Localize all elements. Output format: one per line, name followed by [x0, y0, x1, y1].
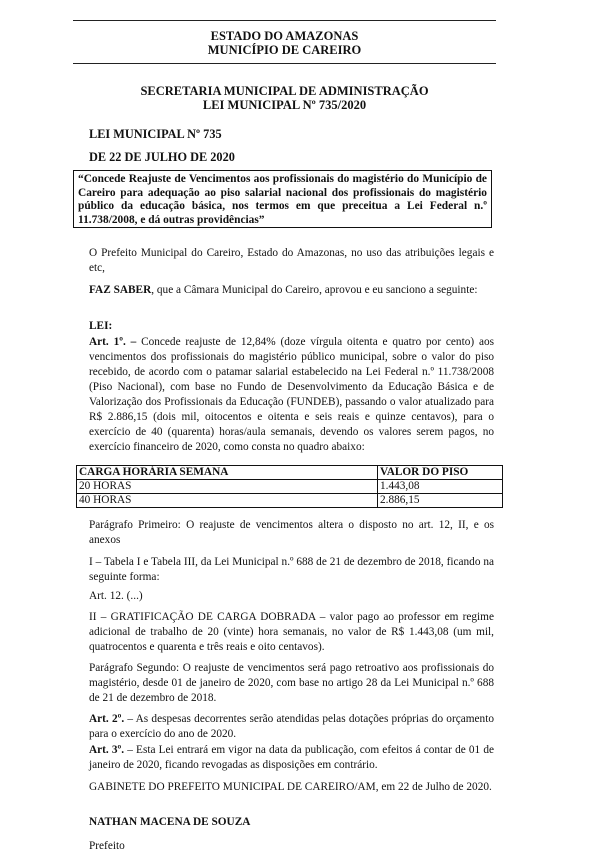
signatory-role: Prefeito — [89, 840, 125, 852]
law-date: DE 22 DE JULHO DE 2020 — [89, 150, 235, 164]
law-reference-title: LEI MUNICIPAL Nº 735/2020 — [202, 98, 367, 112]
paragraph-second: Parágrafo Segundo: O reajuste de vencimentos será pago retroativo aos profissionais do magistério, desde 01 de janeiro de 2020, com base no artigo 28 da Lei Municipal n.º 688 de 21 de dezembro de 2018. — [89, 662, 494, 704]
salary-floor-table — [76, 465, 503, 508]
faz-saber-label: FAZ SABER — [89, 284, 152, 296]
article-1 — [89, 335, 494, 455]
article-2-label: Art. 2º. — [89, 713, 125, 725]
article-3-label: Art. 3º. — [89, 744, 125, 756]
law-summary-box: “Concede Reajuste de Vencimentos aos profissionais do magistério do Município de Careiro para adequação ao piso salarial nacional dos profissionais do magistério público da educação básica, nos termos em que preceitua a Lei Federal n.º 11.738/2008, e dá outras providências” — [73, 170, 492, 228]
article-3 — [89, 743, 494, 773]
table-row — [77, 480, 503, 494]
paragraph-first: Parágrafo Primeiro: O reajuste de vencimentos altera o disposto no art. 12, II, e os anexos — [89, 519, 494, 546]
table-cell: 40 HORAS — [77, 494, 378, 508]
enactment-paragraph — [89, 283, 494, 298]
secretariat-title: SECRETARIA MUNICIPAL DE ADMINISTRAÇÃO — [140, 84, 429, 98]
table-header-workload: CARGA HORÁRIA SEMANA — [77, 466, 378, 480]
municipality-title: MUNICÍPIO DE CAREIRO — [207, 43, 362, 57]
header-top-rule — [73, 20, 496, 21]
enactment-text: , que a Câmara Municipal do Careiro, aprovou e eu sanciono a seguinte: — [151, 284, 478, 296]
article-2 — [89, 712, 494, 742]
intro-paragraph: O Prefeito Municipal do Careiro, Estado do Amazonas, no uso das atribuições legais e etc, — [89, 247, 494, 274]
table-header-row — [77, 466, 503, 480]
signatory-name: NATHAN MACENA DE SOUZA — [89, 816, 251, 828]
state-title: ESTADO DO AMAZONAS — [210, 29, 359, 43]
table-cell: 1.443,08 — [378, 480, 503, 494]
table-row — [77, 494, 503, 508]
law-number: LEI MUNICIPAL Nº 735 — [89, 127, 222, 141]
header-bottom-rule — [73, 63, 496, 64]
article-1-label: Art. 1º. – — [89, 336, 137, 348]
item-ii: II – GRATIFICAÇÃO DE CARGA DOBRADA – valor pago ao professor em regime adicional de trabalho de 20 (vinte) hora semanais, no valor de R$ 1.443,08 (um mil, quatrocentos e quarenta e três reais e oito centavos). — [89, 611, 494, 653]
item-i: I – Tabela I e Tabela III, da Lei Municipal n.º 688 de 21 de dezembro de 2018, ficando na seguinte forma: — [89, 556, 494, 583]
table-cell: 2.886,15 — [378, 494, 503, 508]
lei-label: LEI: — [89, 320, 113, 332]
article-12-ref: Art. 12. (...) — [89, 590, 143, 602]
table-header-floor-value: VALOR DO PISO — [378, 466, 503, 480]
article-2-text: – As despesas decorrentes serão atendidas pelas dotações próprias do orçamento para o exercício do ano de 2020. — [89, 713, 494, 740]
article-3-text: – Esta Lei entrará em vigor na data da publicação, com efeitos á contar de 01 de janeiro de 2020, ficando revogadas as disposições em contrário. — [89, 744, 494, 771]
table-cell: 20 HORAS — [77, 480, 378, 494]
article-1-text: Concede reajuste de 12,84% (doze vírgula oitenta e quatro por cento) aos vencimentos dos profissionais do magistério público municipal, sobre o valor do piso recebido, de acordo com o patamar salarial estabelecido na Lei Federal n.º 11.738/2008 (Piso Nacional), com base no Fundo de Desenvolvimento da Educação Básica e de Valorização dos Profissionais da Educação (FUNDEB), passando o valor atualizado para R$ 2.886,15 (dois mil, oitocentos e oitenta e seis reais e quinze centavos), para o exercício de 40 (quarenta) horas/aula semanais, devendo os valores serem pagos, no exercício financeiro de 2020, como consta no quadro abaixo: — [89, 336, 494, 453]
gabinete-line: GABINETE DO PREFEITO MUNICIPAL DE CAREIRO/AM, em 22 de Julho de 2020. — [89, 781, 492, 793]
